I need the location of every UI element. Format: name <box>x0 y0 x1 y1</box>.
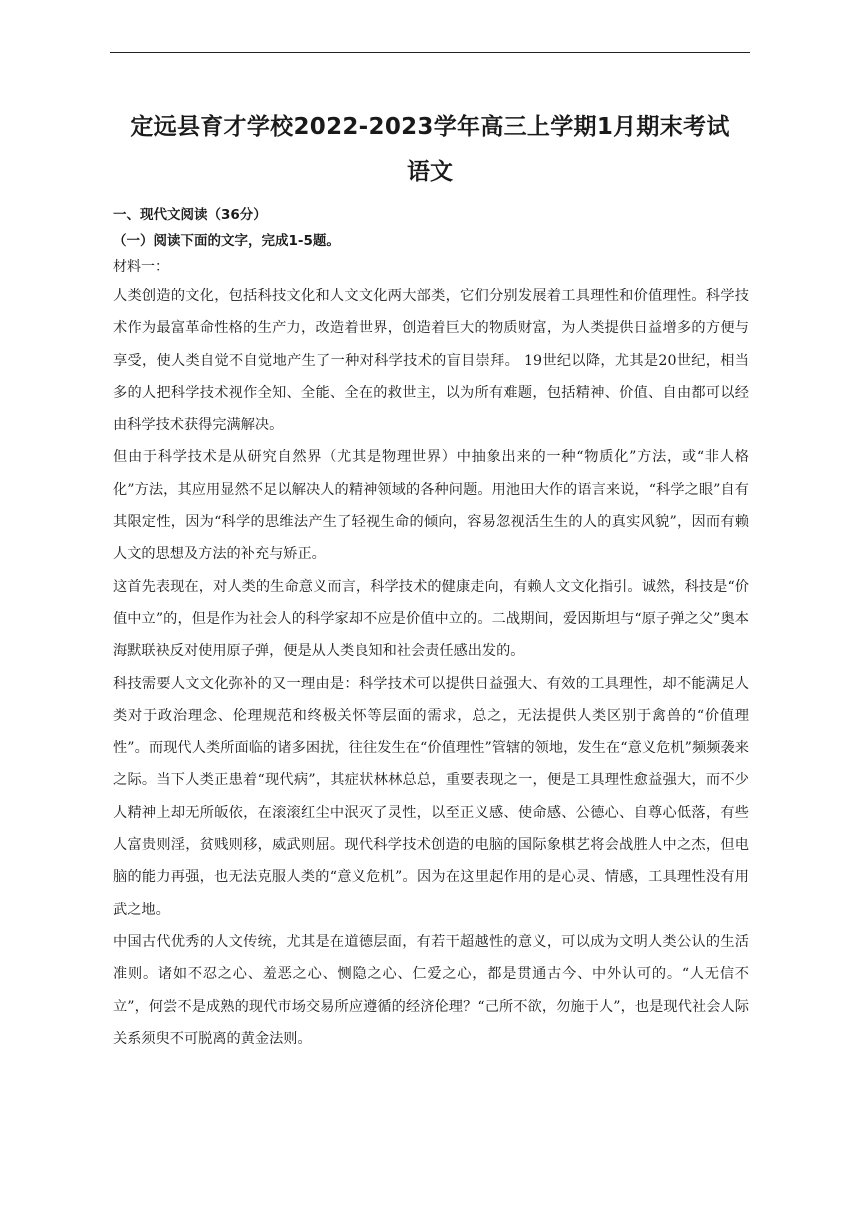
header-rule <box>110 52 750 53</box>
subsection-heading: （一）阅读下面的文字，完成1-5题。 <box>113 233 340 249</box>
document-body <box>113 202 749 1055</box>
paragraph: 这首先表现在，对人类的生命意义而言，科学技术的健康走向，有赖人文文化指引。诚然，科技是“价值中立”的，但是作为社会人的科学家却不应是价值中立的。二战期间，爱因斯坦与“原子弹之父”奥本海默联袂反对使用原子弹，便是从人类良知和社会责任感出发的。 <box>113 578 749 660</box>
exam-title: 定远县育才学校2022-2023学年高三上学期1月期末考试 <box>130 114 730 140</box>
paragraph: 科技需要人文文化弥补的又一理由是：科学技术可以提供日益强大、有效的工具理性，却不能满足人类对于政治理念、伦理规范和终极关怀等层面的需求，总之，无法提供人类区别于禽兽的“价值理性”。而现代人类所面临的诸多困扰，往往发生在“价值理性”管辖的领地，发生在“意义危机”频频袭来之际。当下人类正患着“现代病”，其症状林林总总，重要表现之一，便是工具理性愈益强大，而不少人精神上却无所皈依，在滚滚红尘中泯灭了灵性，以至正义感、使命感、公德心、自尊心低落，有些人富贵则淫，贫贱则移，威武则屈。现代科学技术创造的电脑的国际象棋艺将会战胜人中之杰，但电脑的能力再强，也无法克服人类的“意义危机”。因为在这里起作用的是心灵、情感，工具理性没有用武之地。 <box>113 675 749 918</box>
paragraph: 中国古代优秀的人文传统，尤其是在道德层面，有若干超越性的意义，可以成为文明人类公认的生活准则。诸如不忍之心、羞恶之心、恻隐之心、仁爱之心，都是贯通古今、中外认可的。“人无信不立”，何尝不是成熟的现代市场交易所应遵循的经济伦理？“己所不欲，勿施于人”，也是现代社会人际关系须臾不可脱离的黄金法则。 <box>113 933 749 1047</box>
paragraph: 但由于科学技术是从研究自然界（尤其是物理世界）中抽象出来的一种“物质化”方法，或“非人格化”方法，其应用显然不足以解决人的精神领域的各种问题。用池田大作的语言来说，“科学之眼”自有其限定性，因为“科学的思维法产生了轻视生命的倾向，容易忽视活生生的人的真实风貌”，因而有赖人文的思想及方法的补充与矫正。 <box>113 449 749 563</box>
paragraph: 人类创造的文化，包括科技文化和人文文化两大部类，它们分别发展着工具理性和价值理性。科学技术作为最富革命性格的生产力，改造着世界，创造着巨大的物质财富，为人类提供日益增多的方便与享受，使人类自觉不自觉地产生了一种对科学技术的盲目崇拜。 19世纪以降，尤其是20世纪，相当多的人把科学技术视作全知、全能、全在的救世主，以为所有难题，包括精神、价值、自由都可以经由科学技术获得完满解决。 <box>113 288 749 434</box>
section-heading: 一、现代文阅读（36分） <box>113 207 267 223</box>
exam-subject: 语文 <box>407 159 453 185</box>
material-label: 材料一： <box>113 259 169 275</box>
